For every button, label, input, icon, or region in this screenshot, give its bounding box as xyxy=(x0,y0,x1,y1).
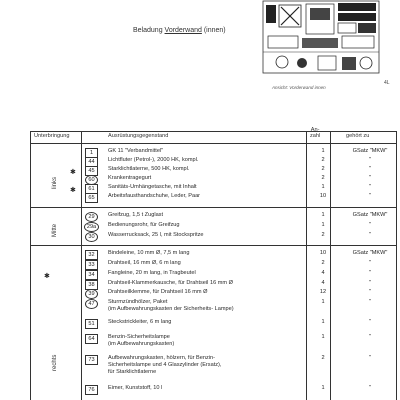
item-belongs: " xyxy=(369,334,371,340)
item-qty: 10 xyxy=(319,193,327,199)
item-number: 45 xyxy=(85,166,98,176)
header-item: Ausrüstungsgegenstand xyxy=(108,133,169,139)
group-label-rechts: rechts xyxy=(52,354,58,371)
item-belongs: " xyxy=(369,157,371,163)
item-belongs: " xyxy=(369,260,371,266)
item-qty: 1 xyxy=(321,148,325,154)
item-number: 29 xyxy=(85,212,98,222)
item-qty: 2 xyxy=(321,232,325,238)
item-description: Krankentragegurt xyxy=(108,175,152,181)
item-belongs: " xyxy=(369,270,371,276)
item-description: Wasserrucksack, 25 l, mit Stockspritze xyxy=(108,232,204,238)
item-qty: 1 xyxy=(321,212,325,218)
item-number: 30 xyxy=(85,232,98,242)
item-belongs: " xyxy=(369,289,371,295)
item-number: 34 xyxy=(85,270,98,280)
table-rule xyxy=(81,131,82,400)
table-rule xyxy=(30,131,397,132)
page-title-underlined: Vorderwand xyxy=(164,27,202,34)
item-qty: 2 xyxy=(321,175,325,181)
item-number: 51 xyxy=(85,319,98,329)
item-number: 61 xyxy=(85,184,98,194)
item-description: GK 11 "Verbandmittel" xyxy=(108,148,164,154)
item-description: Steckstrickleiter, 6 m lang xyxy=(108,319,172,325)
item-belongs: " xyxy=(369,175,371,181)
item-belongs: " xyxy=(369,166,371,172)
item-number: 65 xyxy=(85,193,98,203)
item-number: 39 xyxy=(85,289,98,299)
item-number: 1 xyxy=(85,148,98,158)
item-belongs: " xyxy=(369,319,371,325)
header-qty: An- zahl xyxy=(310,127,321,139)
item-qty: 1 xyxy=(321,184,325,190)
item-qty: 12 xyxy=(319,289,327,295)
item-belongs: GSatz "MKW" xyxy=(352,250,388,256)
item-qty: 2 xyxy=(321,355,325,361)
star-marker: ✱ xyxy=(44,273,50,280)
table-rule xyxy=(30,131,31,400)
item-number: 60 xyxy=(85,175,98,185)
page-title xyxy=(133,27,226,34)
equipment-table xyxy=(30,127,397,400)
item-qty: 2 xyxy=(321,157,325,163)
item-description: Bindeleine, 10 mm Ø, 7,5 m lang xyxy=(108,250,190,256)
item-description: Aufbewahrungskasten, hölzern, für Benzin- Sicherheitslampe und 4 Glaszylinder (Ersatz), für Starklichtlaterne xyxy=(108,355,222,375)
item-description: Eimer, Kunststoff, 10 l xyxy=(108,385,163,391)
item-belongs: " xyxy=(369,184,371,190)
illustration-caption: Ansicht: Vorderwand innen xyxy=(272,85,326,90)
item-qty: 1 xyxy=(321,385,325,391)
item-qty: 2 xyxy=(321,260,325,266)
item-description: Drahtseil, 16 mm Ø, 6 m lang xyxy=(108,260,181,266)
item-description: Bedienungsrohr, für Greifzug xyxy=(108,222,180,228)
item-description: Drahtseil-Klammerkausche, für Drahtseil 16 mm Ø xyxy=(108,280,233,286)
item-qty: 10 xyxy=(319,250,327,256)
item-description: Sturmzündhölzer, Paket (im Aufbewahrungskasten der Sicherheits- Lampe) xyxy=(108,299,234,312)
item-qty: 1 xyxy=(321,319,325,325)
star-marker: ✱ xyxy=(70,169,76,176)
item-belongs: GSatz "MKW" xyxy=(352,212,388,218)
group-label-mitte: Mitte xyxy=(52,223,58,237)
illustration-mark: 4L xyxy=(384,80,390,86)
item-description: Greifzug, 1,5 t Zuglast xyxy=(108,212,164,218)
item-number: 44 xyxy=(85,157,98,167)
table-rule xyxy=(30,143,397,144)
item-belongs: " xyxy=(369,299,371,305)
item-number: 76 xyxy=(85,385,98,395)
item-qty: 1 xyxy=(321,334,325,340)
item-description: Arbeitsfausthandschuhe, Leder, Paar xyxy=(108,193,201,199)
item-description: Benzin-Sicherheitslampe (im Aufbewahrungskasten) xyxy=(108,334,175,347)
item-belongs: " xyxy=(369,385,371,391)
header-location: Unterbringung xyxy=(34,133,70,139)
item-belongs: " xyxy=(369,193,371,199)
item-description: Starklichtlaterne, 500 HK, kompl. xyxy=(108,166,190,172)
group-label-links: links xyxy=(52,176,58,189)
table-rule xyxy=(30,207,397,208)
item-number: 73 xyxy=(85,355,98,365)
item-description: Fangleine, 20 m lang, in Tragbeutel xyxy=(108,270,196,276)
item-number: 33 xyxy=(85,260,98,270)
item-number: 32 xyxy=(85,250,98,260)
item-number: 29a xyxy=(84,222,99,232)
item-description: Sanitäts-Umhängetasche, mit Inhalt xyxy=(108,184,197,190)
item-qty: 4 xyxy=(321,270,325,276)
item-qty: 2 xyxy=(321,166,325,172)
header-belongs: gehört zu xyxy=(346,133,370,139)
item-belongs: " xyxy=(369,222,371,228)
page-title-suffix: (innen) xyxy=(201,27,226,34)
table-rule xyxy=(306,131,307,400)
table-rule xyxy=(30,245,397,246)
item-belongs: " xyxy=(369,280,371,286)
star-marker: ✱ xyxy=(70,187,76,194)
wall-illustration xyxy=(262,0,380,82)
item-belongs: GSatz "MKW" xyxy=(352,148,388,154)
item-qty: 4 xyxy=(321,280,325,286)
item-qty: 1 xyxy=(321,299,325,305)
item-number: 47 xyxy=(85,299,98,309)
item-qty: 1 xyxy=(321,222,325,228)
item-description: Drahtseilklemme, für Drahtseil 16 mm Ø xyxy=(108,289,208,295)
item-number: 64 xyxy=(85,334,98,344)
item-number: 38 xyxy=(85,280,98,290)
item-belongs: " xyxy=(369,355,371,361)
item-description: Lichtfluter (Petrol-), 2000 HK, kompl. xyxy=(108,157,199,163)
item-belongs: " xyxy=(369,232,371,238)
page-title-prefix: Beladung xyxy=(133,27,165,34)
